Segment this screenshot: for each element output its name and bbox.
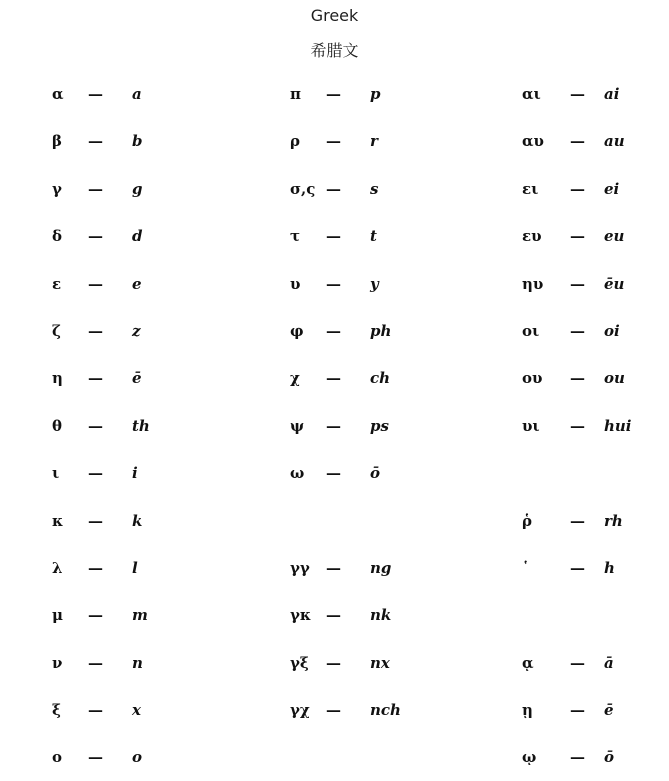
latin-transliteration: b — [132, 132, 143, 151]
greek-letter: τ — [290, 227, 301, 246]
latin-transliteration: h — [604, 558, 615, 577]
latin-transliteration: ch — [370, 369, 391, 388]
page-title: Greek — [310, 6, 359, 25]
dash-separator: — — [326, 179, 341, 198]
latin-transliteration: ēu — [604, 274, 625, 293]
dash-separator: — — [326, 369, 341, 388]
dash-separator: — — [88, 558, 103, 577]
greek-letter: η — [52, 369, 63, 388]
greek-letter: λ — [52, 558, 63, 577]
latin-transliteration: ps — [370, 416, 389, 435]
greek-letter: ῥ — [522, 511, 532, 530]
latin-transliteration: k — [132, 511, 143, 530]
greek-letter: θ — [52, 416, 63, 435]
greek-letter: γχ — [290, 701, 310, 720]
dash-separator: — — [326, 606, 341, 625]
latin-transliteration: g — [132, 179, 143, 198]
greek-letter: γγ — [290, 558, 310, 577]
greek-letter: αι — [522, 85, 541, 103]
latin-transliteration: p — [370, 85, 381, 103]
dash-separator: — — [326, 416, 341, 435]
greek-letter: ξ — [52, 701, 61, 720]
latin-transliteration: e — [132, 274, 142, 293]
dash-separator: — — [570, 511, 585, 530]
greek-letter: ῳ — [522, 748, 537, 767]
dash-separator: — — [570, 227, 585, 246]
dash-separator: — — [326, 653, 341, 672]
latin-transliteration: nch — [370, 701, 401, 720]
greek-letter: ε — [52, 274, 62, 293]
greek-letter: χ — [290, 369, 300, 388]
dash-separator: — — [88, 653, 103, 672]
latin-transliteration: ō — [604, 748, 615, 767]
latin-transliteration: a — [132, 85, 142, 103]
latin-transliteration: l — [132, 558, 138, 577]
latin-transliteration: au — [604, 132, 625, 151]
greek-letter: ου — [522, 369, 543, 388]
latin-transliteration: i — [132, 464, 138, 483]
greek-letter: γξ — [290, 653, 309, 672]
latin-transliteration: ā — [604, 653, 614, 672]
greek-letter: ῃ — [522, 701, 533, 720]
dash-separator: — — [326, 85, 341, 103]
latin-transliteration: ng — [370, 558, 392, 577]
dash-separator: — — [570, 369, 585, 388]
dash-separator: — — [326, 701, 341, 720]
dash-separator: — — [570, 132, 585, 151]
greek-letter: σ,ς — [290, 179, 316, 198]
dash-separator: — — [570, 321, 585, 340]
greek-letter: γ — [52, 179, 62, 198]
latin-transliteration: ē — [604, 701, 614, 720]
dash-separator: — — [326, 274, 341, 293]
greek-letter: ᾳ — [522, 653, 534, 672]
latin-transliteration: ai — [604, 85, 620, 103]
greek-letter: ω — [290, 464, 305, 483]
latin-transliteration: ē — [132, 369, 142, 388]
greek-letter: β — [52, 132, 62, 151]
greek-letter: α — [52, 85, 64, 103]
latin-transliteration: z — [132, 321, 141, 340]
dash-separator: — — [88, 416, 103, 435]
greek-letter: υι — [522, 416, 540, 435]
latin-transliteration: oi — [604, 321, 620, 340]
greek-letter: ρ — [290, 132, 300, 151]
greek-letter: κ — [52, 511, 64, 530]
dash-separator: — — [88, 511, 103, 530]
latin-transliteration: hui — [604, 416, 632, 435]
greek-letter: ψ — [290, 416, 305, 435]
dash-separator: — — [88, 701, 103, 720]
page-subtitle: 希腊文 — [310, 41, 359, 60]
greek-letter: υ — [290, 274, 301, 293]
dash-separator: — — [326, 558, 341, 577]
latin-transliteration: r — [370, 132, 378, 151]
dash-separator: — — [570, 653, 585, 672]
greek-letter: ν — [52, 653, 63, 672]
latin-transliteration: t — [370, 227, 377, 246]
greek-letter: γκ — [290, 606, 312, 625]
latin-transliteration: rh — [604, 511, 623, 530]
dash-separator: — — [570, 701, 585, 720]
greek-letter: ι — [52, 464, 60, 483]
dash-separator: — — [88, 464, 103, 483]
latin-transliteration: m — [132, 606, 148, 625]
dash-separator: — — [326, 227, 341, 246]
greek-letter: ηυ — [522, 274, 544, 293]
latin-transliteration: th — [132, 416, 150, 435]
latin-transliteration: y — [370, 274, 379, 293]
greek-letter: μ — [52, 606, 63, 625]
greek-letter: δ — [52, 227, 63, 246]
greek-letter: π — [290, 85, 301, 103]
greek-letter: ο — [52, 748, 63, 767]
latin-transliteration: o — [132, 748, 143, 767]
latin-transliteration: nx — [370, 653, 390, 672]
dash-separator: — — [326, 321, 341, 340]
dash-separator: — — [88, 748, 103, 767]
dash-separator: — — [570, 274, 585, 293]
latin-transliteration: ō — [370, 464, 381, 483]
latin-transliteration: n — [132, 653, 143, 672]
latin-transliteration: d — [132, 227, 143, 246]
dash-separator: — — [326, 132, 341, 151]
dash-separator: — — [88, 369, 103, 388]
dash-separator: — — [570, 558, 585, 577]
latin-transliteration: ou — [604, 369, 625, 388]
dash-separator: — — [88, 274, 103, 293]
latin-transliteration: eu — [604, 227, 625, 246]
dash-separator: — — [88, 227, 103, 246]
latin-transliteration: nk — [370, 606, 392, 625]
latin-transliteration: ei — [604, 179, 620, 198]
latin-transliteration: x — [132, 701, 141, 720]
dash-separator: — — [570, 85, 585, 103]
latin-transliteration: s — [370, 179, 379, 198]
dash-separator: — — [326, 464, 341, 483]
greek-letter: ευ — [522, 227, 542, 246]
greek-letter: ει — [522, 179, 539, 198]
greek-letter: οι — [522, 321, 540, 340]
dash-separator: — — [88, 85, 103, 103]
dash-separator: — — [88, 606, 103, 625]
dash-separator: — — [88, 132, 103, 151]
greek-letter: φ — [290, 321, 304, 340]
latin-transliteration: ph — [370, 321, 392, 340]
dash-separator: — — [570, 179, 585, 198]
dash-separator: — — [570, 416, 585, 435]
greek-letter: ῾ — [522, 558, 530, 577]
dash-separator: — — [570, 748, 585, 767]
dash-separator: — — [88, 179, 103, 198]
greek-letter: αυ — [522, 132, 544, 151]
dash-separator: — — [88, 321, 103, 340]
greek-letter: ζ — [52, 321, 61, 340]
